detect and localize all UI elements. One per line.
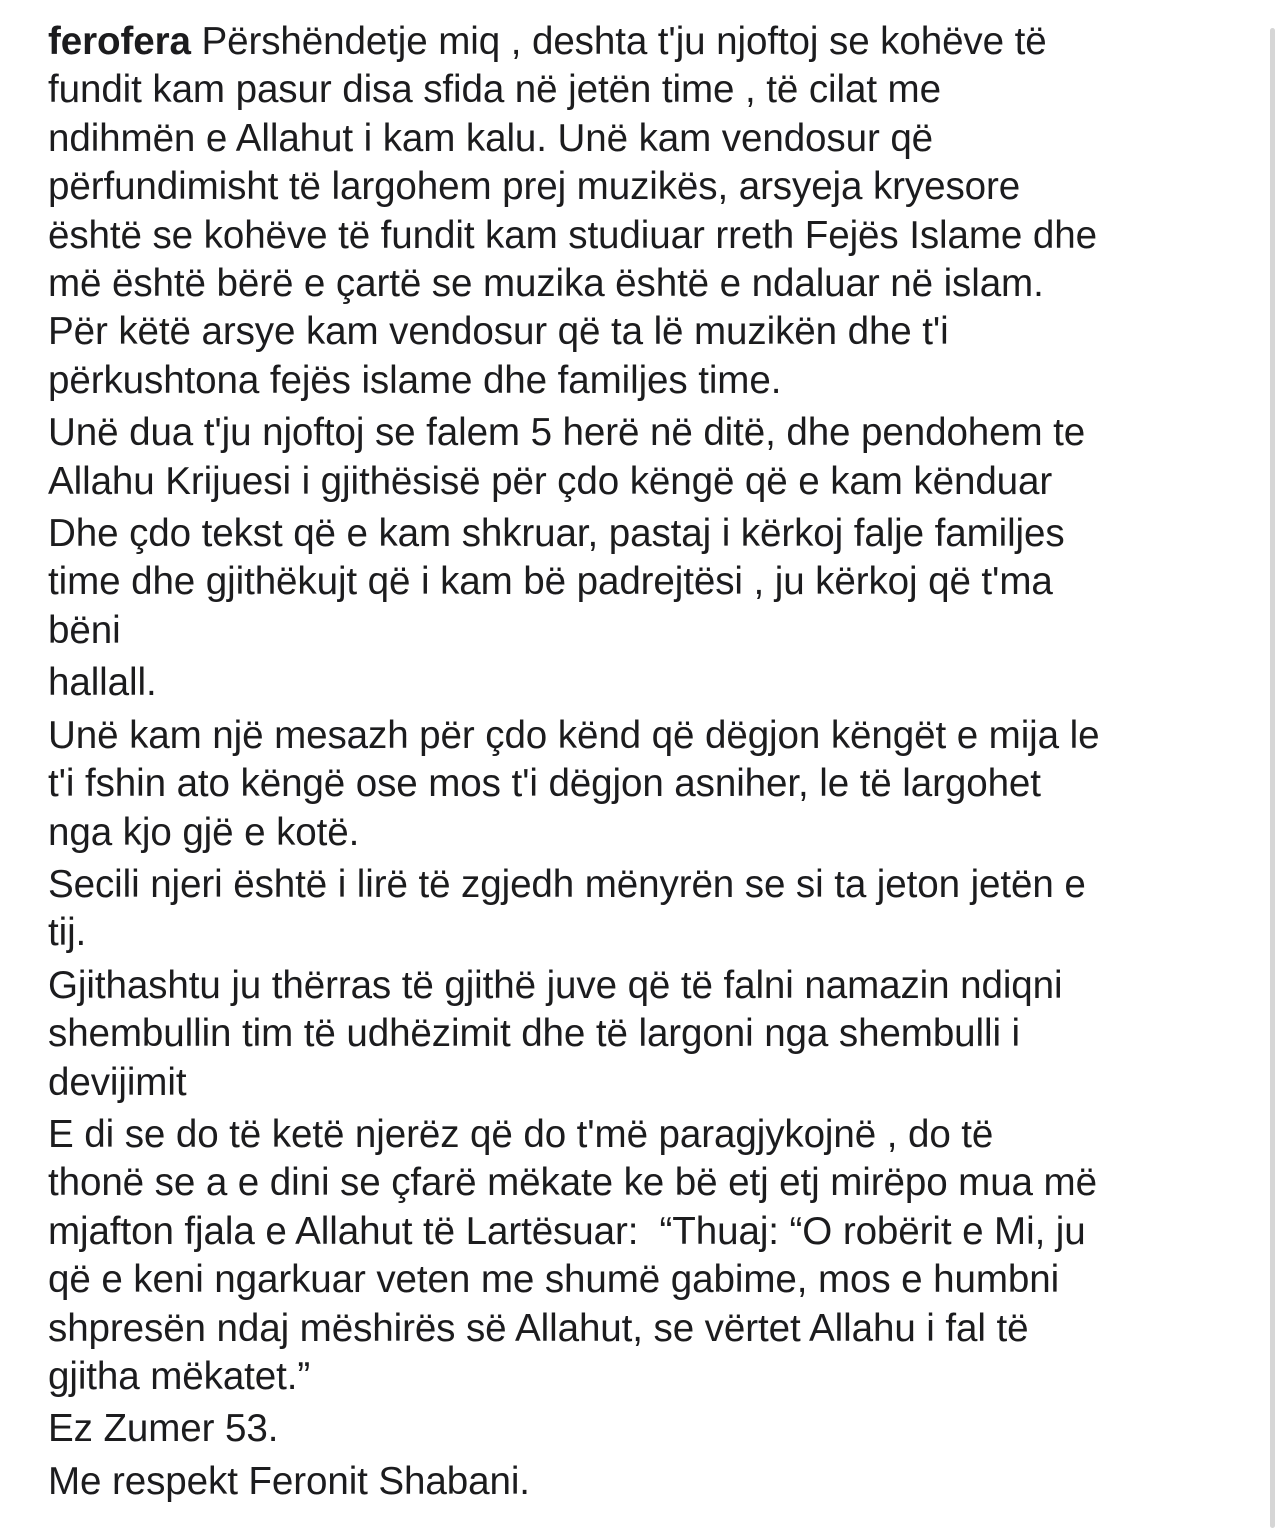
caption-paragraph-6: Secili njeri është i lirë të zgjedh mënyrën se si ta jeton jetën e tij. bbox=[48, 862, 1086, 955]
scrollbar-thumb[interactable] bbox=[1270, 28, 1275, 1528]
scrollbar[interactable] bbox=[1270, 0, 1280, 1536]
caption-text: Përshëndetje miq , deshta t'ju njoftoj se kohëve të fundit kam pasur disa sfida në jetën time , të cilat me ndihmën e Allahut i kam kalu. Unë kam vendosur që përfundimisht të largohem prej muzikës, arsyeja kryesore është se kohëve të fundit kam studiuar rreth Fejës Islame dhe më është bërë e çartë se muzika është e ndaluar në islam. Për këtë arsye kam vendosur që ta lë muzikën dhe t'i përkushtona fejës islame dhe familjes time. bbox=[48, 20, 1097, 402]
caption-paragraph-3: Dhe çdo tekst që e kam shkruar, pastaj i kërkoj falje familjes time dhe gjithëkujt që i kam bë padrejtësi , ju kërkoj që t'ma bëni bbox=[48, 512, 1065, 652]
post-caption bbox=[48, 18, 1248, 1510]
caption-paragraph-10: Me respekt Feronit Shabani. bbox=[48, 1459, 530, 1503]
username-link[interactable]: ferofera bbox=[48, 20, 191, 63]
caption-paragraph-9: Ez Zumer 53. bbox=[48, 1407, 279, 1451]
caption-paragraph-8: E di se do të ketë njerëz që do t'më paragjykojnë , do të thonë se a e dini se çfarë mëkate ke bë etj etj mirëpo mua më mjafton fjala e Allahut të Lartësuar: “Thuaj: “O robërit e Mi, ju që e keni ngarkuar veten me shumë gabime, mos e humbni shpresën ndaj mëshirës së Allahut, se vërtet Allahu i fal të gjitha mëkatet.” bbox=[48, 1112, 1097, 1398]
caption-paragraph-5: Unë kam një mesazh për çdo kënd që dëgjon këngët e mija le t'i fshin ato këngë ose mos t'i dëgjon asniher, le të largohet nga kjo gjë e kotë. bbox=[48, 713, 1100, 854]
caption-paragraph-1 bbox=[48, 18, 1248, 405]
caption-paragraph-4: hallall. bbox=[48, 661, 157, 705]
caption-paragraph-7: Gjithashtu ju thërras të gjithë juve që të falni namazin ndiqni shembullin tim të udhëzimit dhe të largoni nga shembulli i devijimit bbox=[48, 963, 1063, 1104]
caption-paragraph-2: Unë dua t'ju njoftoj se falem 5 herë në ditë, dhe pendohem te Allahu Krijuesi i gjithësisë për çdo këngë që e kam kënduar bbox=[48, 411, 1086, 503]
